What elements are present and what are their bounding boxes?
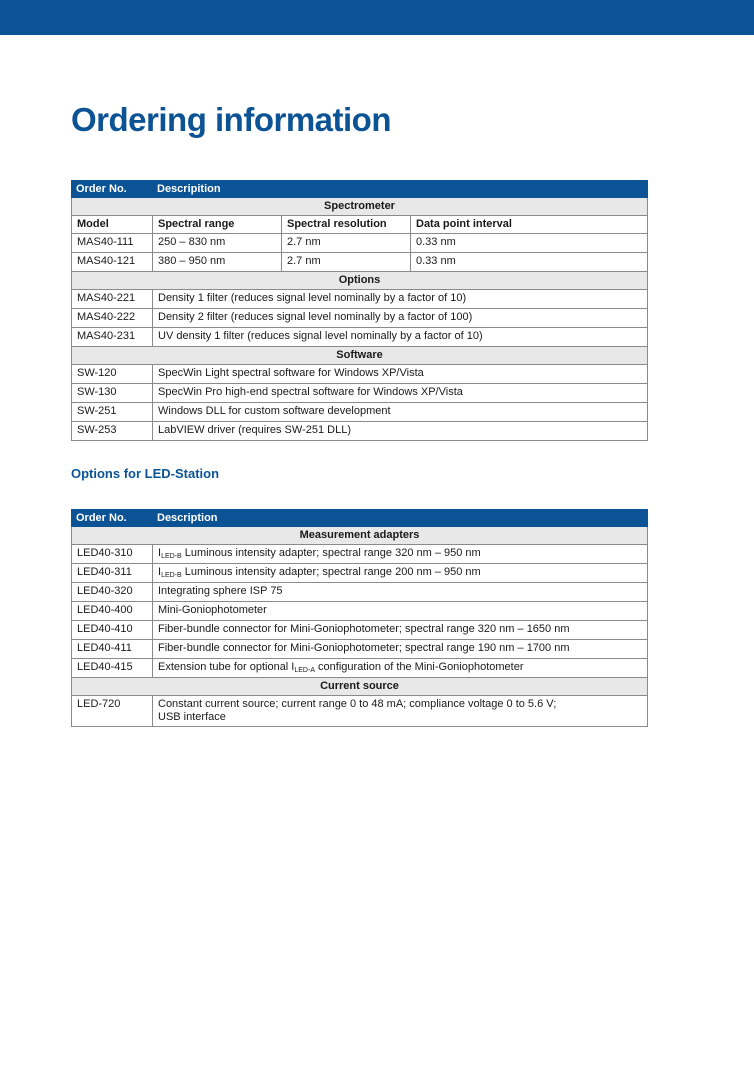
description-cell [153,545,648,564]
description-cell: Density 2 filter (reduces signal level nominally by a factor of 100) [153,309,648,328]
order-no-cell: SW-120 [72,365,153,384]
header-description: Descripition [153,181,648,198]
group-label: Software [72,347,648,365]
group-row-software [72,347,648,365]
header-description: Description [153,510,648,527]
group-row-spectrometer [72,198,648,216]
subheader-data-point-interval: Data point interval [411,216,648,234]
subheader-spectral-range: Spectral range [153,216,282,234]
description-text: Extension tube for optional I [158,661,295,673]
description-cell: SpecWin Light spectral software for Windows XP/Vista [153,365,648,384]
subheader-row [72,216,648,234]
order-no-cell: LED40-311 [72,564,153,583]
symbol-subscript: LED-B [161,553,182,560]
interval-cell: 0.33 nm [411,253,648,272]
description-text: Luminous intensity adapter; spectral range 200 nm – 950 nm [181,566,481,578]
group-label: Measurement adapters [72,527,648,545]
ordering-table-led-station [71,509,648,727]
order-no-cell: LED40-410 [72,621,153,640]
description-cell: SpecWin Pro high-end spectral software for Windows XP/Vista [153,384,648,403]
order-no-cell: MAS40-231 [72,328,153,347]
table-row [72,384,648,403]
table-row [72,234,648,253]
table-row [72,640,648,659]
order-no-cell: LED-720 [72,696,153,727]
table-row [72,290,648,309]
interval-cell: 0.33 nm [411,234,648,253]
group-row-measurement-adapters [72,527,648,545]
subheader-model: Model [72,216,153,234]
resolution-cell: 2.7 nm [282,234,411,253]
order-no-cell: LED40-320 [72,583,153,602]
header-order-no: Order No. [72,181,153,198]
order-no-cell: MAS40-222 [72,309,153,328]
table-row [72,403,648,422]
range-cell: 250 – 830 nm [153,234,282,253]
table-row [72,253,648,272]
order-no-cell: LED40-310 [72,545,153,564]
description-cell: Mini-Goniophotometer [153,602,648,621]
order-no-cell: LED40-411 [72,640,153,659]
order-no-cell: SW-130 [72,384,153,403]
header-order-no: Order No. [72,510,153,527]
table-row [72,583,648,602]
symbol-subscript: LED-B [161,572,182,579]
group-label: Options [72,272,648,290]
resolution-cell: 2.7 nm [282,253,411,272]
description-cell [153,696,648,727]
order-no-cell: SW-253 [72,422,153,441]
table-row [72,621,648,640]
description-line-2: USB interface [158,711,226,723]
table-row [72,545,648,564]
model-cell: MAS40-111 [72,234,153,253]
symbol-text: I [158,566,162,578]
subheader-spectral-resolution: Spectral resolution [282,216,411,234]
table-row [72,659,648,678]
table-row [72,422,648,441]
table-row [72,365,648,384]
group-label: Spectrometer [72,198,648,216]
group-label: Current source [72,678,648,696]
table-row [72,309,648,328]
description-cell: Windows DLL for custom software development [153,403,648,422]
order-no-cell: SW-251 [72,403,153,422]
description-text: Luminous intensity adapter; spectral range 320 nm – 950 nm [181,547,481,559]
order-no-cell: LED40-415 [72,659,153,678]
description-line-1: Constant current source; current range 0 to 48 mA; compliance voltage 0 to 5.6 V; [158,698,557,710]
group-row-options [72,272,648,290]
description-cell: LabVIEW driver (requires SW-251 DLL) [153,422,648,441]
table-row [72,602,648,621]
model-cell: MAS40-121 [72,253,153,272]
description-text: configuration of the Mini-Goniophotometer [315,661,524,673]
table-row [72,696,648,727]
range-cell: 380 – 950 nm [153,253,282,272]
description-cell: UV density 1 filter (reduces signal level nominally by a factor of 10) [153,328,648,347]
table-header-row [72,181,648,198]
symbol-subscript: LED-A [294,667,315,674]
table-row [72,328,648,347]
ordering-table-spectrometer [71,180,648,441]
description-cell [153,659,648,678]
description-cell: Integrating sphere ISP 75 [153,583,648,602]
symbol-text: I [158,547,162,559]
top-banner [0,0,754,35]
order-no-cell: LED40-400 [72,602,153,621]
group-row-current-source [72,678,648,696]
description-cell [153,564,648,583]
section-title-led-station: Options for LED-Station [71,466,220,481]
table-row [72,564,648,583]
order-no-cell: MAS40-221 [72,290,153,309]
table-header-row [72,510,648,527]
description-cell: Fiber-bundle connector for Mini-Goniophotometer; spectral range 320 nm – 1650 nm [153,621,648,640]
description-cell: Fiber-bundle connector for Mini-Goniophotometer; spectral range 190 nm – 1700 nm [153,640,648,659]
description-cell: Density 1 filter (reduces signal level nominally by a factor of 10) [153,290,648,309]
page-title: Ordering information [71,101,391,138]
